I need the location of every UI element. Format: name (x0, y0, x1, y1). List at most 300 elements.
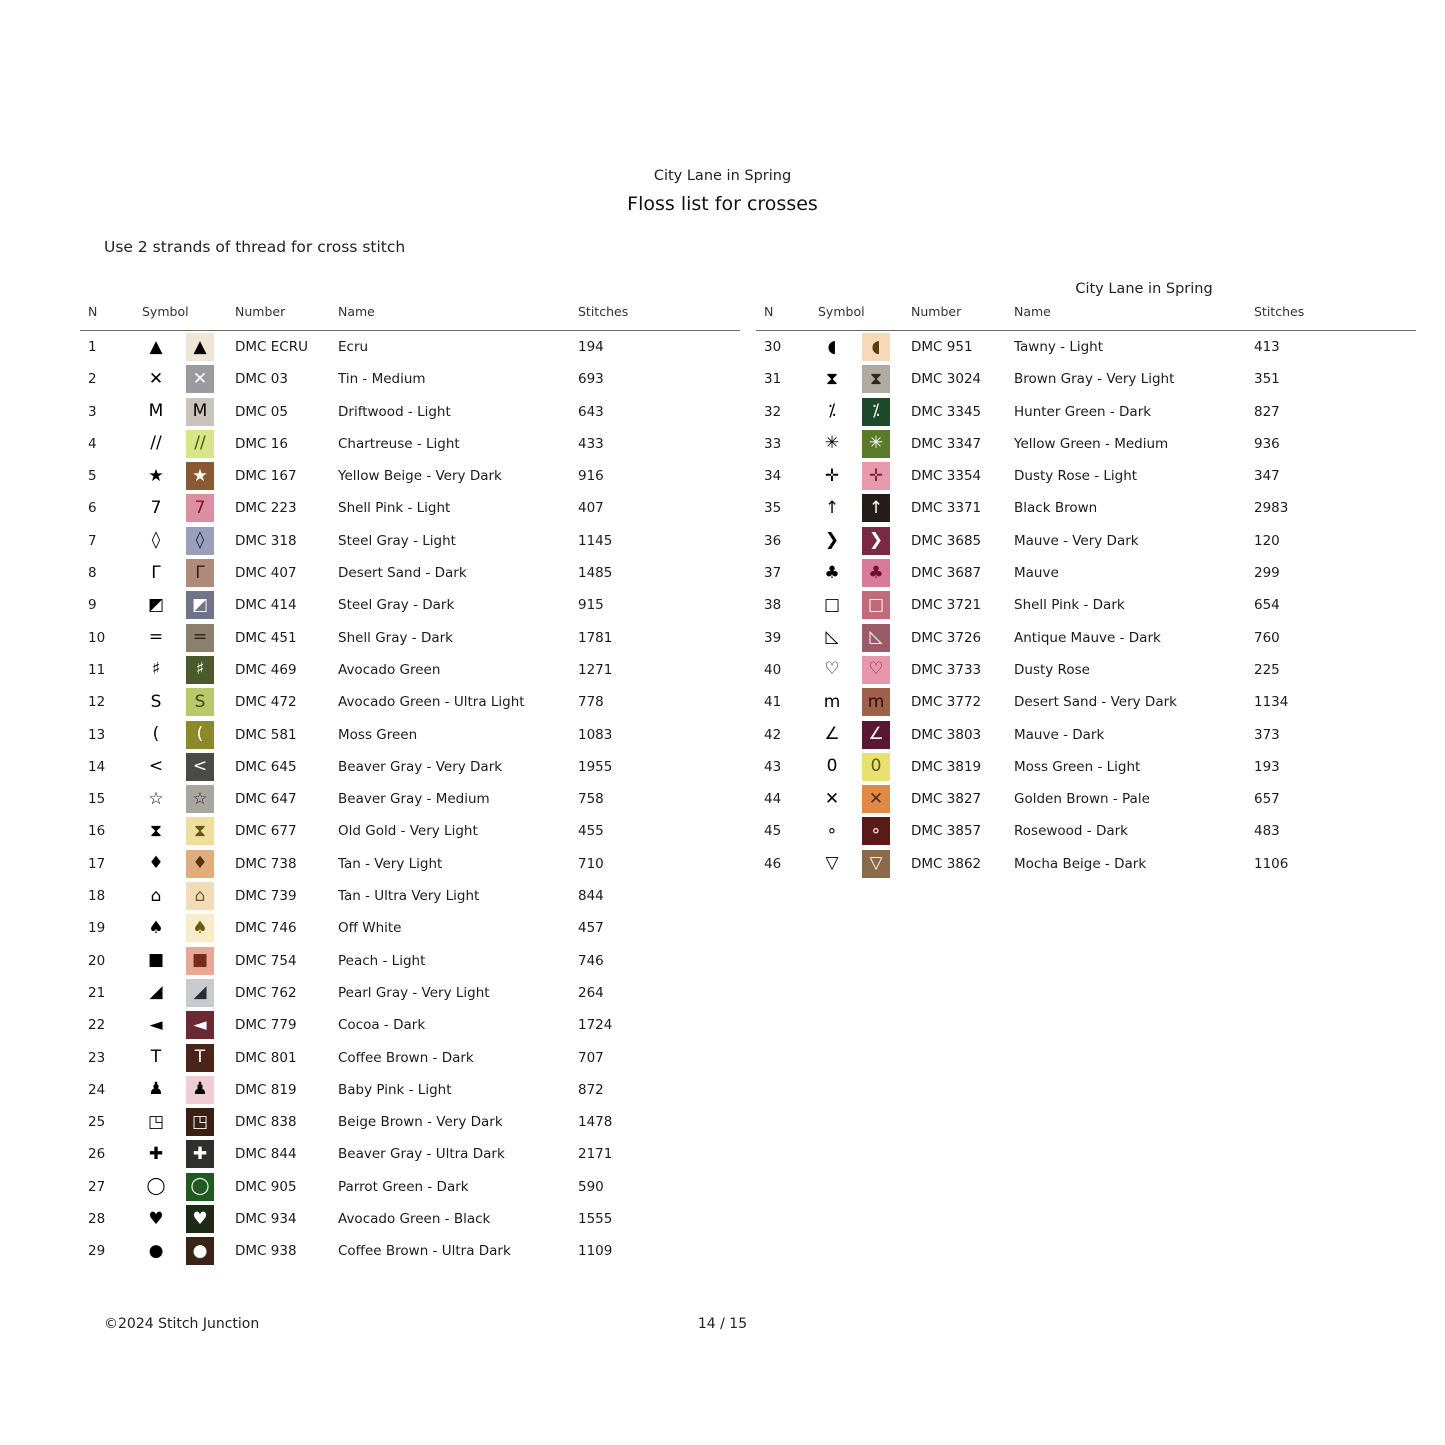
row-index: 38 (764, 597, 782, 614)
symbol-glyph-icon: ♯ (151, 659, 161, 680)
table-row (756, 428, 1416, 460)
stitch-count: 1083 (578, 726, 613, 743)
row-index: 31 (764, 371, 782, 388)
symbol-glyph-icon: ★ (148, 465, 164, 486)
row-index: 36 (764, 532, 782, 549)
row-index: 17 (88, 855, 106, 872)
symbol-glyph-icon: ♡ (824, 659, 840, 680)
table-row (756, 557, 1416, 589)
stitch-count: 778 (578, 694, 604, 711)
floss-number: DMC 16 (235, 435, 288, 452)
stitch-count: 1478 (578, 1114, 613, 1131)
symbol-glyph-icon: ♟ (148, 1079, 164, 1100)
symbol-glyph-icon: ∘ (826, 820, 838, 841)
row-index: 43 (764, 758, 782, 775)
color-swatch-symbol: ◢ (186, 979, 214, 1007)
color-swatch-symbol: // (186, 430, 214, 458)
symbol-glyph-icon: < (148, 756, 164, 777)
color-swatch-symbol: ↑ (862, 494, 890, 522)
stitch-count: 2983 (1254, 500, 1289, 517)
stitch-count: 915 (578, 597, 604, 614)
symbol-glyph-icon: ✚ (148, 1143, 164, 1164)
color-swatch-symbol: ☆ (186, 785, 214, 813)
floss-name: Avocado Green - Ultra Light (338, 694, 525, 711)
color-swatch-symbol: ♟ (186, 1076, 214, 1104)
table-row (756, 363, 1416, 395)
stitch-count: 2171 (578, 1146, 613, 1163)
floss-number: DMC 3354 (911, 468, 982, 485)
color-swatch-symbol: ◯ (186, 1173, 214, 1201)
floss-number: DMC 3862 (911, 855, 982, 872)
table-row (756, 492, 1416, 524)
floss-name: Parrot Green - Dark (338, 1178, 469, 1195)
symbol-glyph-icon: ♠ (148, 917, 164, 938)
row-index: 35 (764, 500, 782, 517)
symbol-glyph-icon: ⧗ (150, 820, 162, 841)
floss-name: Mocha Beige - Dark (1014, 855, 1147, 872)
floss-name: Tin - Medium (338, 371, 426, 388)
color-swatch-symbol: = (186, 624, 214, 652)
floss-number: DMC 581 (235, 726, 297, 743)
row-index: 14 (88, 758, 106, 775)
floss-name: Golden Brown - Pale (1014, 791, 1150, 808)
floss-name: Mauve - Dark (1014, 726, 1105, 743)
table-row (80, 1203, 740, 1235)
floss-number: DMC 739 (235, 888, 297, 905)
row-index: 37 (764, 565, 782, 582)
floss-number: DMC 03 (235, 371, 288, 388)
row-index: 10 (88, 629, 106, 646)
floss-number: DMC 05 (235, 403, 288, 420)
floss-number: DMC 819 (235, 1081, 297, 1098)
color-swatch-symbol: ♦ (186, 850, 214, 878)
stitch-count: 1109 (578, 1243, 613, 1260)
table-row (756, 331, 1416, 363)
color-swatch-symbol: ⁒ (862, 398, 890, 426)
row-index: 1 (88, 339, 97, 355)
color-swatch-symbol: ❯ (862, 527, 890, 555)
column-header-number: Number (911, 304, 962, 319)
color-swatch-symbol: M (186, 398, 214, 426)
table-row (80, 912, 740, 944)
stitch-count: 194 (578, 339, 604, 355)
floss-number: DMC 647 (235, 791, 297, 808)
floss-name: Peach - Light (338, 952, 426, 969)
color-swatch-symbol: ● (186, 1237, 214, 1265)
stitch-count: 1106 (1254, 855, 1289, 872)
symbol-glyph-icon: Γ (151, 562, 161, 583)
floss-name: Brown Gray - Very Light (1014, 371, 1175, 388)
row-index: 19 (88, 920, 106, 937)
stitch-count: 1485 (578, 565, 613, 582)
color-swatch-symbol: ▲ (186, 333, 214, 361)
floss-number: DMC 3345 (911, 403, 982, 420)
table-row (756, 848, 1416, 880)
floss-name: Off White (338, 920, 402, 937)
color-swatch-symbol: ▽ (862, 850, 890, 878)
symbol-glyph-icon: ▽ (825, 853, 839, 874)
floss-number: DMC 738 (235, 855, 297, 872)
stitch-count: 936 (1254, 435, 1280, 452)
stitch-count: 1555 (578, 1211, 613, 1228)
floss-name: Desert Sand - Dark (338, 565, 467, 582)
table-row (80, 686, 740, 718)
stitch-count: 1271 (578, 661, 613, 678)
row-index: 16 (88, 823, 106, 840)
symbol-glyph-icon: ⌂ (150, 885, 162, 906)
symbol-glyph-icon: ✛ (824, 465, 840, 486)
floss-name: Dusty Rose - Light (1014, 468, 1138, 485)
color-swatch-symbol: ♣ (862, 559, 890, 587)
floss-number: DMC 3803 (911, 726, 982, 743)
stitch-count: 707 (578, 1049, 604, 1066)
row-index: 5 (88, 468, 97, 485)
symbol-glyph-icon: ◖ (827, 336, 837, 357)
stitch-count: 760 (1254, 629, 1280, 646)
symbol-glyph-icon: ☆ (148, 788, 164, 809)
table-row (80, 880, 740, 912)
table-row (756, 751, 1416, 783)
row-index: 34 (764, 468, 782, 485)
stitch-count: 347 (1254, 468, 1280, 485)
row-index: 6 (88, 500, 97, 517)
floss-name: Cocoa - Dark (338, 1017, 426, 1034)
floss-name: Shell Pink - Dark (1014, 597, 1125, 614)
stitch-count: 710 (578, 855, 604, 872)
color-swatch-symbol: S (186, 688, 214, 716)
row-index: 46 (764, 855, 782, 872)
floss-number: DMC 3819 (911, 758, 982, 775)
color-swatch-symbol: ◊ (186, 527, 214, 555)
color-swatch-symbol: < (186, 753, 214, 781)
row-index: 22 (88, 1017, 106, 1034)
symbol-glyph-icon: ◄ (149, 1014, 163, 1035)
floss-number: DMC 951 (911, 339, 973, 355)
color-swatch-symbol: ♠ (186, 914, 214, 942)
floss-number: DMC 905 (235, 1178, 297, 1195)
table-header-row-right (756, 300, 1416, 331)
floss-name: Baby Pink - Light (338, 1081, 452, 1098)
stitch-count: 455 (578, 823, 604, 840)
table-row (756, 654, 1416, 686)
symbol-glyph-icon: ⁒ (828, 401, 836, 422)
stitch-count: 299 (1254, 565, 1280, 582)
floss-number: DMC 472 (235, 694, 297, 711)
table-row (80, 945, 740, 977)
color-swatch-symbol: ⧗ (862, 365, 890, 393)
color-swatch-symbol: ✛ (862, 462, 890, 490)
floss-table-right (756, 300, 1416, 880)
floss-name: Beaver Gray - Ultra Dark (338, 1146, 505, 1163)
row-index: 39 (764, 629, 782, 646)
floss-number: DMC 934 (235, 1211, 297, 1228)
floss-number: DMC 3347 (911, 435, 982, 452)
floss-name: Mauve - Very Dark (1014, 532, 1139, 549)
stitch-count: 827 (1254, 403, 1280, 420)
floss-number: DMC 451 (235, 629, 297, 646)
table-row (756, 396, 1416, 428)
row-index: 13 (88, 726, 106, 743)
color-swatch-symbol: 0 (862, 753, 890, 781)
row-index: 42 (764, 726, 782, 743)
column-header-symbol: Symbol (142, 304, 189, 319)
table-row (80, 1171, 740, 1203)
table-row (756, 525, 1416, 557)
stitch-count: 844 (578, 888, 604, 905)
floss-number: DMC 838 (235, 1114, 297, 1131)
document-subtitle: City Lane in Spring (653, 168, 792, 184)
table-row (80, 622, 740, 654)
floss-name: Dusty Rose (1014, 661, 1090, 678)
table-row (80, 783, 740, 815)
floss-name: Hunter Green - Dark (1014, 403, 1152, 420)
symbol-glyph-icon: = (148, 627, 164, 648)
row-index: 30 (764, 339, 782, 355)
stitch-count: 1781 (578, 629, 613, 646)
row-index: 40 (764, 661, 782, 678)
column-header-symbol: Symbol (818, 304, 865, 319)
column-header-name: Name (338, 304, 375, 319)
color-swatch-symbol: ( (186, 721, 214, 749)
row-index: 44 (764, 791, 782, 808)
floss-name: Shell Pink - Light (338, 500, 451, 517)
symbol-glyph-icon: ◊ (151, 530, 161, 551)
color-swatch-symbol: ◄ (186, 1011, 214, 1039)
table-row (80, 848, 740, 880)
table-row (80, 460, 740, 492)
stitch-count: 457 (578, 920, 604, 937)
footer-page-number: 14 / 15 (697, 1316, 748, 1332)
stitch-count: 1955 (578, 758, 613, 775)
column-header-stitches: Stitches (1254, 304, 1305, 319)
table-row (80, 1106, 740, 1138)
symbol-glyph-icon: ■ (147, 950, 165, 971)
symbol-glyph-icon: ▲ (149, 336, 163, 357)
stitch-count: 916 (578, 468, 604, 485)
floss-number: DMC 677 (235, 823, 297, 840)
color-swatch-symbol: ◺ (862, 624, 890, 652)
floss-number: DMC 762 (235, 984, 297, 1001)
color-swatch-symbol: T (186, 1044, 214, 1072)
floss-name: Mauve (1014, 565, 1059, 582)
row-index: 9 (88, 597, 97, 614)
floss-name: Old Gold - Very Light (338, 823, 478, 840)
row-index: 3 (88, 403, 97, 420)
row-index: 2 (88, 371, 97, 388)
floss-number: DMC 3733 (911, 661, 982, 678)
table-row (80, 428, 740, 460)
table-row (756, 815, 1416, 847)
stitch-count: 643 (578, 403, 604, 420)
floss-number: DMC 407 (235, 565, 297, 582)
symbol-glyph-icon: ◯ (146, 1176, 166, 1197)
floss-name: Antique Mauve - Dark (1014, 629, 1161, 646)
stitch-count: 1145 (578, 532, 613, 549)
floss-number: DMC ECRU (235, 339, 308, 355)
floss-number: DMC 801 (235, 1049, 297, 1066)
stitch-count: 1724 (578, 1017, 613, 1034)
row-index: 41 (764, 694, 782, 711)
symbol-glyph-icon: ⧗ (826, 368, 838, 389)
table-row (80, 977, 740, 1009)
symbol-glyph-icon: ♣ (824, 562, 840, 583)
stitch-count: 373 (1254, 726, 1280, 743)
floss-name: Beaver Gray - Very Dark (338, 758, 503, 775)
table-row (80, 1074, 740, 1106)
row-index: 18 (88, 888, 106, 905)
table-header-row-left (80, 300, 740, 331)
row-index: 26 (88, 1146, 106, 1163)
symbol-glyph-icon: ◺ (825, 627, 839, 648)
row-index: 32 (764, 403, 782, 420)
stitch-count: 433 (578, 435, 604, 452)
row-index: 25 (88, 1114, 106, 1131)
floss-name: Steel Gray - Light (338, 532, 456, 549)
row-index: 29 (88, 1243, 106, 1260)
table-row (80, 1235, 740, 1267)
symbol-glyph-icon: ◳ (147, 1111, 165, 1132)
stitch-count: 1134 (1254, 694, 1289, 711)
instruction-text: Use 2 strands of thread for cross stitch (104, 238, 406, 256)
color-swatch-symbol: ✚ (186, 1140, 214, 1168)
stitch-count: 120 (1254, 532, 1280, 549)
floss-name: Tan - Ultra Very Light (338, 888, 480, 905)
symbol-glyph-icon: // (150, 433, 162, 454)
stitch-count: 590 (578, 1178, 604, 1195)
floss-number: DMC 3685 (911, 532, 982, 549)
row-index: 7 (88, 532, 97, 549)
floss-number: DMC 318 (235, 532, 297, 549)
table-row (80, 525, 740, 557)
floss-name: Black Brown (1014, 500, 1098, 517)
floss-name: Chartreuse - Light (338, 435, 460, 452)
floss-number: DMC 3024 (911, 371, 982, 388)
floss-name: Shell Gray - Dark (338, 629, 453, 646)
row-index: 8 (88, 565, 97, 582)
stitch-count: 264 (578, 984, 604, 1001)
table-row (80, 331, 740, 363)
floss-name: Coffee Brown - Ultra Dark (338, 1243, 511, 1260)
stitch-count: 483 (1254, 823, 1280, 840)
row-index: 20 (88, 952, 106, 969)
row-index: 15 (88, 791, 106, 808)
symbol-glyph-icon: ( (152, 724, 160, 745)
floss-number: DMC 469 (235, 661, 297, 678)
row-index: 24 (88, 1081, 106, 1098)
floss-number: DMC 754 (235, 952, 297, 969)
row-index: 33 (764, 435, 782, 452)
floss-name: Moss Green - Light (1014, 758, 1141, 775)
table-row (80, 815, 740, 847)
row-index: 28 (88, 1211, 106, 1228)
row-index: 4 (88, 435, 97, 452)
table-row (80, 363, 740, 395)
row-index: 27 (88, 1178, 106, 1195)
floss-name: Beige Brown - Very Dark (338, 1114, 503, 1131)
color-swatch-symbol: ♥ (186, 1205, 214, 1233)
symbol-glyph-icon: ◩ (147, 594, 165, 615)
table-row (756, 622, 1416, 654)
row-index: 23 (88, 1049, 106, 1066)
floss-name: Tawny - Light (1014, 339, 1104, 355)
floss-number: DMC 3687 (911, 565, 982, 582)
floss-name: Coffee Brown - Dark (338, 1049, 474, 1066)
floss-name: Tan - Very Light (338, 855, 443, 872)
column-header-n: N (88, 304, 98, 319)
floss-name: Rosewood - Dark (1014, 823, 1128, 840)
floss-table-left (80, 300, 740, 1268)
table-row (80, 1042, 740, 1074)
row-index: 12 (88, 694, 106, 711)
floss-name: Pearl Gray - Very Light (338, 984, 490, 1001)
right-column-header-title: City Lane in Spring (1075, 281, 1213, 297)
floss-name: Ecru (338, 339, 369, 355)
stitch-count: 225 (1254, 661, 1280, 678)
color-swatch-symbol: ∠ (862, 721, 890, 749)
color-swatch-symbol: ✳ (862, 430, 890, 458)
stitch-count: 193 (1254, 758, 1280, 775)
table-row (80, 751, 740, 783)
table-row (80, 719, 740, 751)
floss-name: Moss Green (338, 726, 418, 743)
symbol-glyph-icon: S (150, 691, 162, 712)
symbol-glyph-icon: M (148, 401, 164, 422)
color-swatch-symbol: m (862, 688, 890, 716)
table-row (756, 460, 1416, 492)
row-index: 45 (764, 823, 782, 840)
floss-number: DMC 167 (235, 468, 297, 485)
color-swatch-symbol: ∘ (862, 817, 890, 845)
floss-number: DMC 3371 (911, 500, 982, 517)
floss-name: Avocado Green (338, 661, 441, 678)
floss-number: DMC 746 (235, 920, 297, 937)
page-title: Floss list for crosses (627, 193, 818, 215)
symbol-glyph-icon: ↑ (824, 497, 840, 518)
symbol-glyph-icon: ● (148, 1240, 164, 1261)
symbol-glyph-icon: ✕ (824, 788, 840, 809)
color-swatch-symbol: ♡ (862, 656, 890, 684)
floss-name: Driftwood - Light (338, 403, 451, 420)
footer-copyright: ©2024 Stitch Junction (104, 1316, 260, 1332)
table-row (80, 396, 740, 428)
floss-name: Beaver Gray - Medium (338, 791, 490, 808)
symbol-glyph-icon: ✕ (148, 368, 164, 389)
color-swatch-symbol: ■ (186, 947, 214, 975)
floss-name: Yellow Green - Medium (1014, 435, 1169, 452)
floss-name: Desert Sand - Very Dark (1014, 694, 1177, 711)
color-swatch-symbol: 7 (186, 494, 214, 522)
floss-number: DMC 223 (235, 500, 297, 517)
symbol-glyph-icon: ✳ (824, 433, 840, 454)
symbol-glyph-icon: □ (823, 594, 841, 615)
symbol-glyph-icon: ∠ (824, 724, 840, 745)
floss-name: Steel Gray - Dark (338, 597, 455, 614)
symbol-glyph-icon: m (823, 691, 841, 712)
stitch-count: 654 (1254, 597, 1280, 614)
row-index: 11 (88, 661, 106, 678)
symbol-glyph-icon: ♦ (148, 853, 164, 874)
table-row (80, 492, 740, 524)
column-header-stitches: Stitches (578, 304, 629, 319)
floss-name: Yellow Beige - Very Dark (338, 468, 502, 485)
table-row (756, 589, 1416, 621)
table-row (80, 1009, 740, 1041)
table-row (80, 589, 740, 621)
symbol-glyph-icon: ❯ (824, 530, 840, 551)
color-swatch-symbol: □ (862, 591, 890, 619)
color-swatch-symbol: Γ (186, 559, 214, 587)
floss-number: DMC 3772 (911, 694, 982, 711)
